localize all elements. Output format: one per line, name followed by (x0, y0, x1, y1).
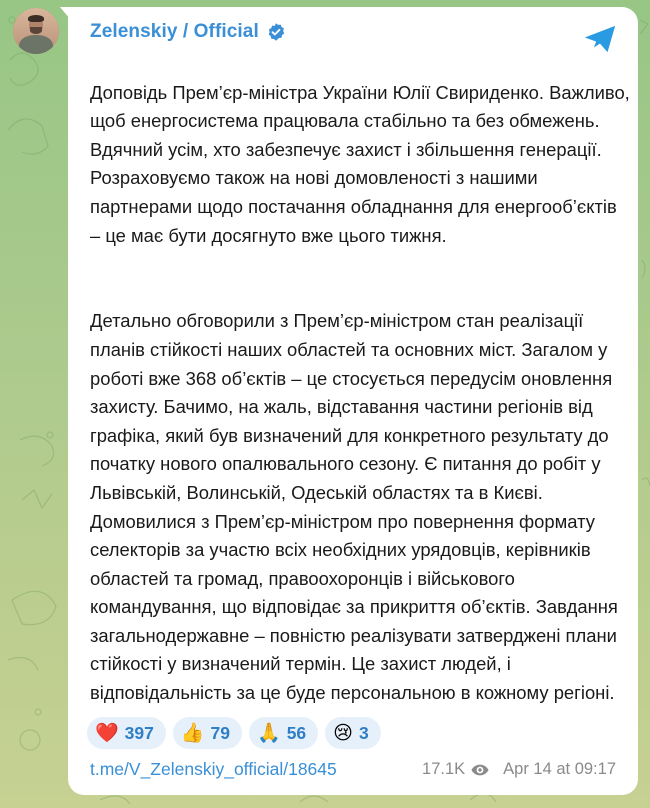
reactions-bar (87, 717, 381, 749)
message-body (90, 50, 630, 736)
reaction-pray[interactable] (249, 717, 318, 749)
pray-icon: 🙏 (257, 721, 281, 744)
views-count: 17.1K (422, 760, 466, 778)
message-meta (422, 760, 616, 779)
reaction-heart[interactable] (87, 717, 166, 749)
reaction-crying[interactable] (325, 717, 381, 749)
message-bubble (68, 7, 638, 795)
message-paragraph: Доповідь Прем’єр-міністра України Юлії Свириденко. Важливо, щоб енергосистема працювала стабільно та без обмежень. Вдячний усім, хто забезпечує захист і збільшення генерації. Розраховуємо також на нові домовленості з нашими партнерами щодо постачання обладнання для енергооб’єктів – це має бути досягнуто вже цього тижня. (90, 81, 630, 246)
message-paragraph: Детально обговорили з Прем’єр-міністром стан реалізації планів стійкості наших областей та основних міст. Загалом у роботі вже 368 об’єктів – це стосується передусім оновлення захисту. Бачимо, на жаль, відставання частини регіонів від графіка, який був визначений для конкретного результату до початку нового опалювального сезону. Є питання до робіт у Львівській, Волинській, Одеській областях та в Києві. Домовилися з Прем’єр-міністром про повернення формату селекторів за участю всіх необхідних урядовців, керівників областей та громад, правоохоронців і військового командування, що відповідає за прикриття об’єктів. Завдання загальнодержавне – повністю реалізувати затверджені плани стійкості у визначений термін. Це захист людей, і відповідальність за це буде персональною в кожному регіоні. (90, 310, 618, 704)
channel-name[interactable]: Zelenskiy / Official (90, 21, 259, 42)
verified-badge-icon (266, 22, 286, 42)
eye-icon (471, 764, 489, 776)
avatar-shirt (19, 35, 53, 54)
telegram-share-icon[interactable] (584, 25, 616, 53)
post-link[interactable]: t.me/V_Zelenskiy_official/18645 (90, 759, 337, 779)
avatar-beard (30, 27, 42, 34)
reaction-count: 56 (286, 722, 307, 743)
message-header (90, 21, 286, 43)
thumbs-up-icon: 👍 (180, 721, 205, 744)
avatar-hair (28, 15, 44, 22)
timestamp: Apr 14 at 09:17 (503, 760, 616, 778)
reaction-thumbs-up[interactable] (173, 717, 242, 749)
reaction-count: 79 (210, 722, 231, 743)
crying-face-icon: 😢 (333, 721, 353, 744)
avatar[interactable] (13, 8, 59, 54)
reaction-count: 3 (358, 722, 369, 743)
heart-icon: ❤️ (95, 721, 119, 744)
reaction-count: 397 (124, 722, 154, 743)
